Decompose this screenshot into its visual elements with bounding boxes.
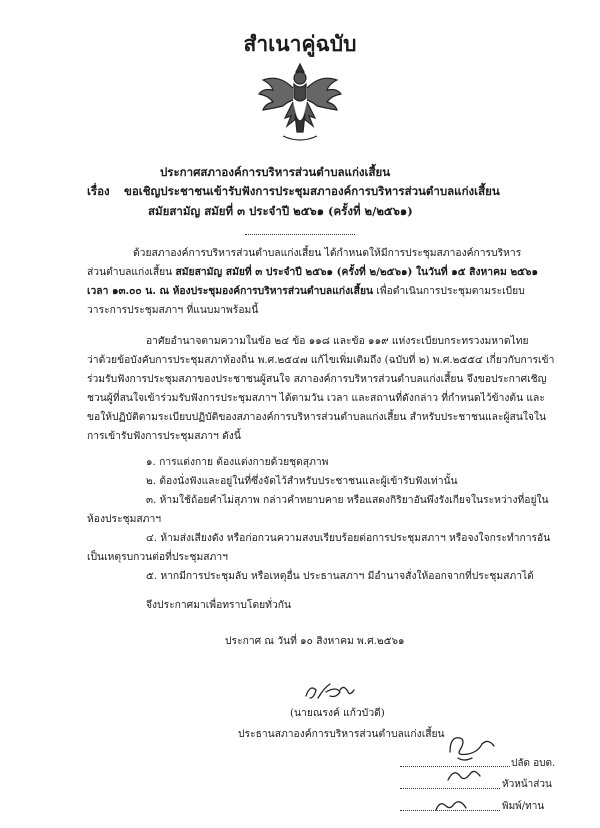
para2-line2: ว่าด้วยข้อบังคับการประชุมสภาท้องถิ่น พ.ศ.๒๕๔๗ แก้ไขเพิ่มเติมถึง (ฉบับที่ ๒) พ.ศ.๒๕๕๔ เกี่ยวกับการเข้า (87, 354, 555, 366)
title-divider (245, 234, 355, 235)
announcement-title: ประกาศสภาองค์การบริหารส่วนตำบลแก่งเสี้ยน (160, 165, 391, 179)
closing-line: จึงประกาศมาเพื่อทราบโดยทั่วกัน (146, 599, 292, 611)
rule-4: ๔. ห้ามส่งเสียงดัง หรือก่อกวนความสงบเรียบร้อยต่อการประชุมสภาฯ หรือจงใจกระทำการอัน (146, 532, 551, 544)
para1-line2-a: ส่วนตำบลแก่งเสี้ยน (87, 266, 176, 278)
para1-line3-b: เพื่อดำเนินการประชุมตามระเบียบ (373, 285, 525, 297)
session-line: สมัยสามัญ สมัยที่ ๓ ประจำปี ๒๕๖๑ (ครั้งที่ ๒/๒๕๖๑) (148, 204, 413, 218)
subject-text: ขอเชิญประชาชนเข้ารับฟังการประชุมสภาองค์การบริหารส่วนตำบลแก่งเสี้ยน (124, 184, 500, 198)
para2-line1: อาศัยอำนาจตามความในข้อ ๒๔ ข้อ ๑๑๘ และข้อ ๑๑๙ แห่งระเบียบกระทรวงมหาดไทย (146, 335, 529, 347)
rule-3: ๓. ห้ามใช้ถ้อยคำไม่สุภาพ กล่าวคำหยาบคาย หรือแสดงกิริยาอันพึงรังเกียจในระหว่างที่อยู่ใน (146, 494, 549, 506)
approval-chief-officer: ปลัด อบต. (511, 758, 556, 769)
approval-signature-1 (440, 728, 500, 764)
signatory-position: ประธานสภาองค์การบริหารส่วนตำบลแก่งเสี้ยน (238, 728, 445, 740)
rule-4-cont: เป็นเหตุรบกวนต่อที่ประชุมสภาฯ (87, 551, 228, 563)
para2-line6: การเข้ารับฟังการประชุมสภาฯ ดังนี้ (87, 430, 241, 442)
signatory-name: (นายณรงค์ แก้วบัวดี) (290, 707, 385, 719)
approval-typist: พิมพ์/ทาน (502, 801, 545, 812)
para1-line3-a: เวลา ๑๓.๐๐ น. ณ ห้องประชุมองค์การบริหารส่วนตำบลแก่งเสี้ยน (87, 285, 374, 297)
approval-line-3 (400, 810, 500, 811)
approval-signature-3 (430, 796, 480, 816)
para1-line2-b: สมัยสามัญ สมัยที่ ๓ ประจำปี ๒๕๖๑ (ครั้งที่ ๒/๒๕๖๑) ในวันที่ ๑๕ สิงหาคม ๒๕๖๑ (175, 266, 538, 278)
rule-2: ๒. ต้องนั่งฟังและอยู่ในที่ซึ่งจัดไว้สำหรับประชาชนและผู้เข้ารับฟังเท่านั้น (146, 475, 458, 487)
para1-line4: วาระการประชุมสภาฯ ที่แนบมาพร้อมนี้ (87, 304, 259, 316)
approval-line-2 (400, 788, 500, 789)
para1-line1: ด้วยสภาองค์การบริหารส่วนตำบลแก่งเสี้ยน ได้กำหนดให้มีการประชุมสภาองค์การบริหาร (133, 247, 522, 259)
president-signature (300, 680, 360, 704)
subject-label: เรื่อง (87, 184, 110, 198)
date-line: ประกาศ ณ วันที่ ๑๐ สิงหาคม พ.ศ.๒๕๖๑ (225, 635, 405, 647)
para2-line3: ร่วมรับฟังการประชุมสภาของประชาชนผู้สนใจ สภาองค์การบริหารส่วนตำบลแก่งเสี้ยน จึงขอประกาศเชิญ (87, 373, 547, 385)
para1-line3 (87, 282, 525, 302)
copy-mark: สำเนาคู่ฉบับ (243, 31, 357, 56)
para2-line5: ขอให้ปฏิบัติตามระเบียบปฏิบัติของสภาองค์การบริหารส่วนตำบลแก่งเสี้ยน สำหรับประชาชนและผู้สนใจใน (87, 411, 546, 423)
approval-section-head: หัวหน้าส่วน (502, 779, 552, 790)
rule-1: ๑. การแต่งกาย ต้องแต่งกายด้วยชุดสุภาพ (146, 456, 329, 468)
garuda-emblem-icon (255, 58, 345, 142)
approval-signature-2 (440, 764, 490, 788)
rule-3-cont: ห้องประชุมสภาฯ (87, 513, 162, 525)
para1-line2 (87, 263, 538, 283)
para2-line4: ชวนผู้ที่สนใจเข้าร่วมรับฟังการประชุมสภาฯ ได้ตามวัน เวลา และสถานที่ดังกล่าว ที่กำหนดไว้ข้างต้น และ (87, 392, 545, 404)
rule-5: ๕. หากมีการประชุมลับ หรือเหตุอื่น ประธานสภาฯ มีอำนาจสั่งให้ออกจากที่ประชุมสภาได้ (146, 570, 534, 582)
